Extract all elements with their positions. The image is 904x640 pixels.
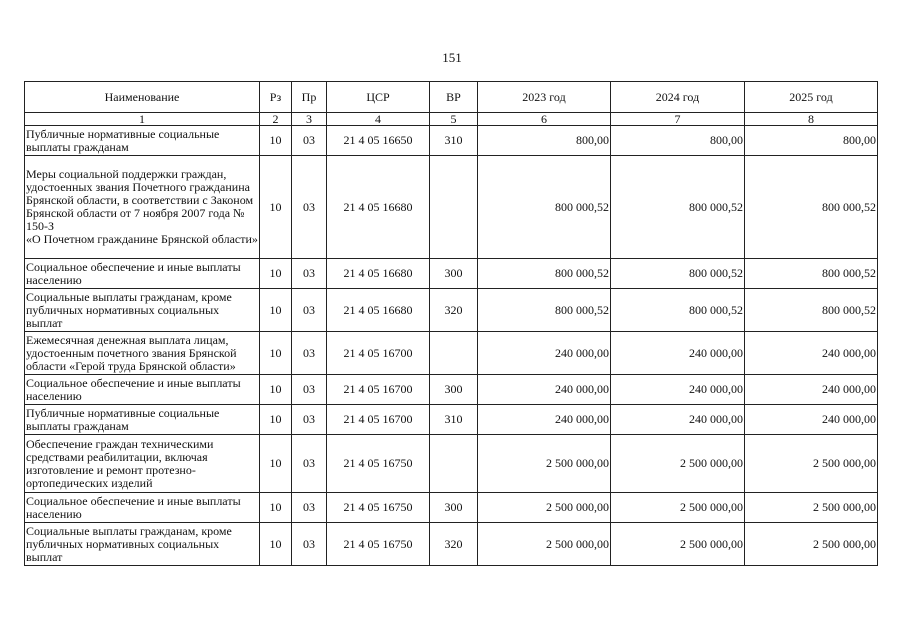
cell-2023: 2 500 000,00 bbox=[478, 523, 611, 566]
table-row bbox=[25, 332, 878, 375]
header-vr: ВР bbox=[430, 82, 478, 113]
cell-2023: 240 000,00 bbox=[478, 405, 611, 435]
cell-2023: 800 000,52 bbox=[478, 156, 611, 259]
table-row bbox=[25, 375, 878, 405]
cell-name: Социальные выплаты гражданам, кроме публичных нормативных социальных выплат bbox=[25, 289, 260, 332]
cell-name: Обеспечение граждан техническими средствами реабилитации, включая изготовление и ремонт протезно-ортопедических изделий bbox=[25, 435, 260, 493]
cell-name: Меры социальной поддержки граждан, удостоенных звания Почетного гражданина Брянской области, в соответствии с Законом Брянской области от 7 ноября 2007 года № 150-З «О Почетном гражданине Брянской области» bbox=[25, 156, 260, 259]
cell-pr: 03 bbox=[292, 126, 327, 156]
cell-2025: 240 000,00 bbox=[745, 405, 878, 435]
cell-2024: 240 000,00 bbox=[611, 375, 745, 405]
cell-2023: 800 000,52 bbox=[478, 289, 611, 332]
cell-2025: 2 500 000,00 bbox=[745, 523, 878, 566]
cell-name: Социальное обеспечение и иные выплаты населению bbox=[25, 375, 260, 405]
cell-rz: 10 bbox=[260, 405, 292, 435]
cell-2025: 2 500 000,00 bbox=[745, 435, 878, 493]
cell-vr: 310 bbox=[430, 405, 478, 435]
table-row bbox=[25, 259, 878, 289]
cell-vr bbox=[430, 332, 478, 375]
column-number: 4 bbox=[327, 113, 430, 126]
cell-pr: 03 bbox=[292, 259, 327, 289]
cell-pr: 03 bbox=[292, 289, 327, 332]
cell-csr: 21 4 05 16680 bbox=[327, 289, 430, 332]
cell-name: Социальное обеспечение и иные выплаты населению bbox=[25, 493, 260, 523]
cell-vr: 300 bbox=[430, 375, 478, 405]
cell-2025: 240 000,00 bbox=[745, 375, 878, 405]
table-row bbox=[25, 435, 878, 493]
page-number: 151 bbox=[442, 50, 462, 65]
column-number: 1 bbox=[25, 113, 260, 126]
budget-table bbox=[24, 81, 878, 566]
cell-csr: 21 4 05 16700 bbox=[327, 332, 430, 375]
cell-vr: 300 bbox=[430, 259, 478, 289]
table-row bbox=[25, 156, 878, 259]
cell-2024: 800 000,52 bbox=[611, 289, 745, 332]
column-number: 2 bbox=[260, 113, 292, 126]
header-2025: 2025 год bbox=[745, 82, 878, 113]
cell-2023: 240 000,00 bbox=[478, 332, 611, 375]
cell-2023: 800,00 bbox=[478, 126, 611, 156]
cell-rz: 10 bbox=[260, 493, 292, 523]
cell-name: Публичные нормативные социальные выплаты гражданам bbox=[25, 126, 260, 156]
header-2024: 2024 год bbox=[611, 82, 745, 113]
cell-vr: 300 bbox=[430, 493, 478, 523]
table-body bbox=[25, 126, 878, 566]
cell-csr: 21 4 05 16750 bbox=[327, 435, 430, 493]
cell-name: Публичные нормативные социальные выплаты гражданам bbox=[25, 405, 260, 435]
cell-csr: 21 4 05 16700 bbox=[327, 375, 430, 405]
table-row bbox=[25, 126, 878, 156]
cell-2023: 2 500 000,00 bbox=[478, 493, 611, 523]
cell-pr: 03 bbox=[292, 405, 327, 435]
cell-pr: 03 bbox=[292, 435, 327, 493]
header-csr: ЦСР bbox=[327, 82, 430, 113]
cell-rz: 10 bbox=[260, 289, 292, 332]
cell-2024: 2 500 000,00 bbox=[611, 523, 745, 566]
column-number-row bbox=[25, 113, 878, 126]
cell-2024: 800,00 bbox=[611, 126, 745, 156]
column-number: 8 bbox=[745, 113, 878, 126]
cell-csr: 21 4 05 16680 bbox=[327, 259, 430, 289]
table-row bbox=[25, 405, 878, 435]
cell-2024: 2 500 000,00 bbox=[611, 435, 745, 493]
cell-pr: 03 bbox=[292, 493, 327, 523]
cell-2023: 240 000,00 bbox=[478, 375, 611, 405]
cell-csr: 21 4 05 16650 bbox=[327, 126, 430, 156]
cell-2024: 240 000,00 bbox=[611, 405, 745, 435]
cell-csr: 21 4 05 16680 bbox=[327, 156, 430, 259]
cell-2025: 800,00 bbox=[745, 126, 878, 156]
cell-vr: 310 bbox=[430, 126, 478, 156]
cell-vr bbox=[430, 156, 478, 259]
cell-2024: 2 500 000,00 bbox=[611, 493, 745, 523]
cell-2025: 800 000,52 bbox=[745, 289, 878, 332]
cell-rz: 10 bbox=[260, 156, 292, 259]
cell-2023: 2 500 000,00 bbox=[478, 435, 611, 493]
cell-rz: 10 bbox=[260, 435, 292, 493]
cell-pr: 03 bbox=[292, 523, 327, 566]
table-row bbox=[25, 523, 878, 566]
cell-2024: 800 000,52 bbox=[611, 156, 745, 259]
table-row bbox=[25, 493, 878, 523]
cell-csr: 21 4 05 16750 bbox=[327, 493, 430, 523]
column-number: 3 bbox=[292, 113, 327, 126]
cell-2025: 2 500 000,00 bbox=[745, 493, 878, 523]
cell-rz: 10 bbox=[260, 375, 292, 405]
cell-csr: 21 4 05 16750 bbox=[327, 523, 430, 566]
column-number: 7 bbox=[611, 113, 745, 126]
cell-vr: 320 bbox=[430, 289, 478, 332]
cell-pr: 03 bbox=[292, 156, 327, 259]
cell-name: Ежемесячная денежная выплата лицам, удостоенным почетного звания Брянской области «Герой труда Брянской области» bbox=[25, 332, 260, 375]
cell-name: Социальные выплаты гражданам, кроме публичных нормативных социальных выплат bbox=[25, 523, 260, 566]
cell-2024: 800 000,52 bbox=[611, 259, 745, 289]
cell-2023: 800 000,52 bbox=[478, 259, 611, 289]
column-number: 5 bbox=[430, 113, 478, 126]
cell-2024: 240 000,00 bbox=[611, 332, 745, 375]
header-row bbox=[25, 82, 878, 113]
cell-name: Социальное обеспечение и иные выплаты населению bbox=[25, 259, 260, 289]
table-row bbox=[25, 289, 878, 332]
header-2023: 2023 год bbox=[478, 82, 611, 113]
cell-pr: 03 bbox=[292, 332, 327, 375]
cell-rz: 10 bbox=[260, 523, 292, 566]
cell-vr bbox=[430, 435, 478, 493]
header-rz: Рз bbox=[260, 82, 292, 113]
header-pr: Пр bbox=[292, 82, 327, 113]
cell-rz: 10 bbox=[260, 126, 292, 156]
cell-2025: 800 000,52 bbox=[745, 259, 878, 289]
cell-2025: 800 000,52 bbox=[745, 156, 878, 259]
cell-rz: 10 bbox=[260, 332, 292, 375]
cell-csr: 21 4 05 16700 bbox=[327, 405, 430, 435]
cell-rz: 10 bbox=[260, 259, 292, 289]
column-number: 6 bbox=[478, 113, 611, 126]
cell-vr: 320 bbox=[430, 523, 478, 566]
header-name: Наименование bbox=[25, 82, 260, 113]
cell-pr: 03 bbox=[292, 375, 327, 405]
cell-2025: 240 000,00 bbox=[745, 332, 878, 375]
